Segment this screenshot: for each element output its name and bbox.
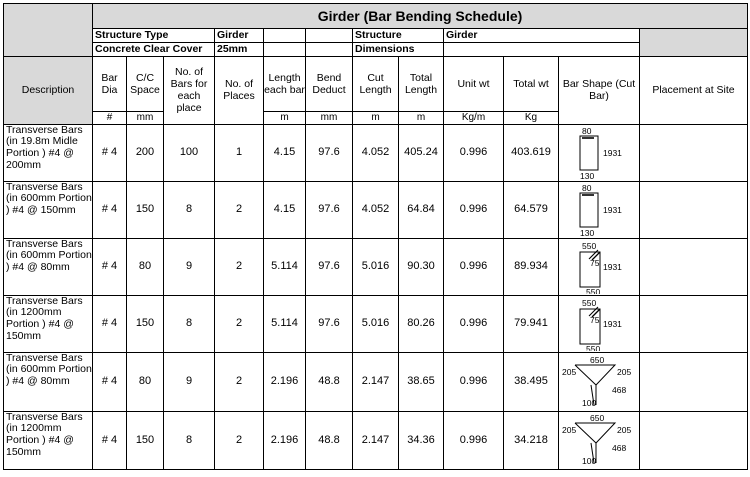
blank-grey-cell bbox=[640, 29, 748, 57]
dimension-label: 205 bbox=[562, 366, 577, 377]
placement-cell bbox=[640, 295, 748, 352]
bend-deduct-cell: 97.6 bbox=[306, 295, 353, 352]
table-row bbox=[4, 411, 748, 469]
unit-wt-cell: 0.996 bbox=[444, 352, 504, 411]
cc-space-cell: 150 bbox=[127, 295, 164, 352]
header-no-of-bars: No. of Bars for each place bbox=[164, 57, 215, 125]
length-each-bar-cell: 2.196 bbox=[264, 352, 306, 411]
header-bar-dia: Bar Dia bbox=[93, 57, 127, 112]
total-length-cell: 90.30 bbox=[399, 238, 444, 295]
total-wt-cell: 38.495 bbox=[504, 352, 559, 411]
placement-cell bbox=[640, 238, 748, 295]
table-row bbox=[4, 295, 748, 352]
bar-shape-cell bbox=[559, 238, 640, 295]
header-description: Description bbox=[4, 57, 93, 125]
no-of-bars-cell: 8 bbox=[164, 181, 215, 238]
blank-cell bbox=[306, 43, 353, 57]
bar-dia-cell: # 4 bbox=[93, 411, 127, 469]
placement-cell bbox=[640, 124, 748, 181]
dimension-label: 130 bbox=[580, 227, 595, 237]
header-cut-length: Cut Length bbox=[353, 57, 399, 112]
length-each-bar-cell: 2.196 bbox=[264, 411, 306, 469]
total-wt-cell: 403.619 bbox=[504, 124, 559, 181]
dimension-label: 650 bbox=[590, 413, 605, 423]
bar-line bbox=[580, 193, 598, 227]
header-no-of-places: No. of Places bbox=[215, 57, 264, 125]
total-length-cell: 64.84 bbox=[399, 181, 444, 238]
no-of-bars-cell: 8 bbox=[164, 411, 215, 469]
no-of-bars-cell: 9 bbox=[164, 352, 215, 411]
length-each-bar-cell: 5.114 bbox=[264, 295, 306, 352]
header-cc-space: C/C Space bbox=[127, 57, 164, 112]
cc-space-cell: 200 bbox=[127, 124, 164, 181]
cc-space-cell: 150 bbox=[127, 411, 164, 469]
unit-total-wt: Kg bbox=[504, 112, 559, 125]
dimension-label: 550 bbox=[582, 297, 597, 308]
unit-wt-cell: 0.996 bbox=[444, 411, 504, 469]
no-of-bars-cell: 9 bbox=[164, 238, 215, 295]
no-of-places-cell: 2 bbox=[215, 411, 264, 469]
bar-shape-cell bbox=[559, 352, 640, 411]
total-wt-cell: 64.579 bbox=[504, 181, 559, 238]
description-cell: Transverse Bars (in 1200mm Portion ) #4 @ 150mm bbox=[4, 411, 93, 469]
structure-type-label: Structure Type bbox=[93, 29, 215, 43]
total-wt-cell: 79.941 bbox=[504, 295, 559, 352]
description-cell: Transverse Bars (in 600mm Portion ) #4 @ 150mm bbox=[4, 181, 93, 238]
unit-cut: m bbox=[353, 112, 399, 125]
cut-length-cell: 5.016 bbox=[353, 238, 399, 295]
clear-cover-label: Concrete Clear Cover bbox=[93, 43, 215, 57]
bar-shape-drawing bbox=[560, 355, 638, 409]
cc-space-cell: 150 bbox=[127, 181, 164, 238]
bar-line bbox=[580, 136, 598, 170]
dimension-label: 550 bbox=[586, 343, 601, 351]
structure-label: Structure bbox=[353, 29, 444, 43]
header-bar-shape: Bar Shape (Cut Bar) bbox=[559, 57, 640, 125]
dimensions-label: Dimensions bbox=[353, 43, 444, 57]
length-each-bar-cell: 4.15 bbox=[264, 181, 306, 238]
blank-cell bbox=[444, 43, 640, 57]
cc-space-cell: 80 bbox=[127, 238, 164, 295]
description-cell: Transverse Bars (in 600mm Portion ) #4 @ 80mm bbox=[4, 238, 93, 295]
length-each-bar-cell: 4.15 bbox=[264, 124, 306, 181]
bar-shape-drawing bbox=[560, 126, 638, 180]
total-wt-cell: 89.934 bbox=[504, 238, 559, 295]
table-row bbox=[4, 352, 748, 411]
unit-total-length: m bbox=[399, 112, 444, 125]
dimension-label: 550 bbox=[586, 286, 601, 294]
total-length-cell: 405.24 bbox=[399, 124, 444, 181]
structure-type-value: Girder bbox=[215, 29, 264, 43]
bar-shape-cell bbox=[559, 295, 640, 352]
bar-dia-cell: # 4 bbox=[93, 352, 127, 411]
cut-length-cell: 4.052 bbox=[353, 181, 399, 238]
header-unit-wt: Unit wt bbox=[444, 57, 504, 112]
dimension-label: 80 bbox=[582, 125, 592, 136]
no-of-bars-cell: 8 bbox=[164, 295, 215, 352]
unit-wt-cell: 0.996 bbox=[444, 238, 504, 295]
description-cell: Transverse Bars (in 19.8m Midle Portion ) #4 @ 200mm bbox=[4, 124, 93, 181]
table-row bbox=[4, 124, 748, 181]
bar-bending-schedule-table bbox=[3, 3, 748, 470]
total-length-cell: 34.36 bbox=[399, 411, 444, 469]
bar-dia-cell: # 4 bbox=[93, 238, 127, 295]
dimension-label: 80 bbox=[582, 182, 592, 193]
placement-cell bbox=[640, 181, 748, 238]
dimension-label: 100 bbox=[582, 397, 597, 408]
dimension-label: 205 bbox=[562, 425, 577, 435]
bar-line bbox=[575, 365, 596, 385]
bend-deduct-cell: 48.8 bbox=[306, 411, 353, 469]
header-total-length: Total Length bbox=[399, 57, 444, 112]
bend-deduct-cell: 97.6 bbox=[306, 238, 353, 295]
unit-bar-dia: # bbox=[93, 112, 127, 125]
bar-line bbox=[575, 423, 596, 443]
no-of-bars-cell: 100 bbox=[164, 124, 215, 181]
bar-shape-cell bbox=[559, 411, 640, 469]
dimension-label: 550 bbox=[582, 240, 597, 251]
no-of-places-cell: 2 bbox=[215, 238, 264, 295]
dimension-label: 130 bbox=[580, 170, 595, 180]
bend-deduct-cell: 48.8 bbox=[306, 352, 353, 411]
sheet-title: Girder (Bar Bending Schedule) bbox=[93, 4, 748, 29]
dimension-label: 100 bbox=[582, 456, 597, 466]
bar-line bbox=[575, 423, 615, 443]
unit-bend: mm bbox=[306, 112, 353, 125]
bar-dia-cell: # 4 bbox=[93, 124, 127, 181]
bar-dia-cell: # 4 bbox=[93, 181, 127, 238]
structure-value: Girder bbox=[444, 29, 640, 43]
no-of-places-cell: 2 bbox=[215, 181, 264, 238]
schedule-rows bbox=[4, 124, 748, 469]
header-length-each-bar: Length each bar bbox=[264, 57, 306, 112]
header-total-wt: Total wt bbox=[504, 57, 559, 112]
dimension-label: 1931 bbox=[603, 204, 622, 215]
bar-dia-cell: # 4 bbox=[93, 295, 127, 352]
clear-cover-value: 25mm bbox=[215, 43, 264, 57]
total-wt-cell: 34.218 bbox=[504, 411, 559, 469]
blank-cell bbox=[306, 29, 353, 43]
no-of-places-cell: 2 bbox=[215, 295, 264, 352]
placement-cell bbox=[640, 352, 748, 411]
dimension-label: 205 bbox=[617, 366, 632, 377]
bar-line bbox=[575, 365, 615, 385]
description-cell: Transverse Bars (in 600mm Portion ) #4 @ 80mm bbox=[4, 352, 93, 411]
corner-cell bbox=[4, 4, 93, 57]
blank-cell bbox=[264, 29, 306, 43]
dimension-label: 468 bbox=[612, 443, 627, 453]
placement-cell bbox=[640, 411, 748, 469]
unit-cc-space: mm bbox=[127, 112, 164, 125]
cut-length-cell: 4.052 bbox=[353, 124, 399, 181]
cc-space-cell: 80 bbox=[127, 352, 164, 411]
bend-deduct-cell: 97.6 bbox=[306, 181, 353, 238]
no-of-places-cell: 2 bbox=[215, 352, 264, 411]
length-each-bar-cell: 5.114 bbox=[264, 238, 306, 295]
unit-length: m bbox=[264, 112, 306, 125]
cut-length-cell: 5.016 bbox=[353, 295, 399, 352]
dimension-label: 1931 bbox=[603, 147, 622, 158]
table-row bbox=[4, 238, 748, 295]
dimension-label: 468 bbox=[612, 384, 627, 395]
bar-shape-drawing bbox=[560, 240, 638, 294]
unit-unit-wt: Kg/m bbox=[444, 112, 504, 125]
dimension-label: 650 bbox=[590, 354, 605, 365]
bar-shape-cell bbox=[559, 124, 640, 181]
dimension-label: 75 bbox=[590, 314, 600, 325]
header-placement: Placement at Site bbox=[640, 57, 748, 125]
total-length-cell: 80.26 bbox=[399, 295, 444, 352]
cut-length-cell: 2.147 bbox=[353, 411, 399, 469]
bend-deduct-cell: 97.6 bbox=[306, 124, 353, 181]
unit-wt-cell: 0.996 bbox=[444, 124, 504, 181]
cut-length-cell: 2.147 bbox=[353, 352, 399, 411]
dimension-label: 1931 bbox=[603, 318, 622, 329]
bar-shape-drawing bbox=[560, 413, 638, 467]
bar-shape-drawing bbox=[560, 297, 638, 351]
unit-wt-cell: 0.996 bbox=[444, 181, 504, 238]
table-row bbox=[4, 181, 748, 238]
dimension-label: 75 bbox=[590, 257, 600, 268]
header-bend-deduct: Bend Deduct bbox=[306, 57, 353, 112]
dimension-label: 1931 bbox=[603, 261, 622, 272]
no-of-places-cell: 1 bbox=[215, 124, 264, 181]
blank-cell bbox=[264, 43, 306, 57]
unit-wt-cell: 0.996 bbox=[444, 295, 504, 352]
bar-shape-cell bbox=[559, 181, 640, 238]
dimension-label: 205 bbox=[617, 425, 632, 435]
total-length-cell: 38.65 bbox=[399, 352, 444, 411]
description-cell: Transverse Bars (in 1200mm Portion ) #4 @ 150mm bbox=[4, 295, 93, 352]
bar-shape-drawing bbox=[560, 183, 638, 237]
